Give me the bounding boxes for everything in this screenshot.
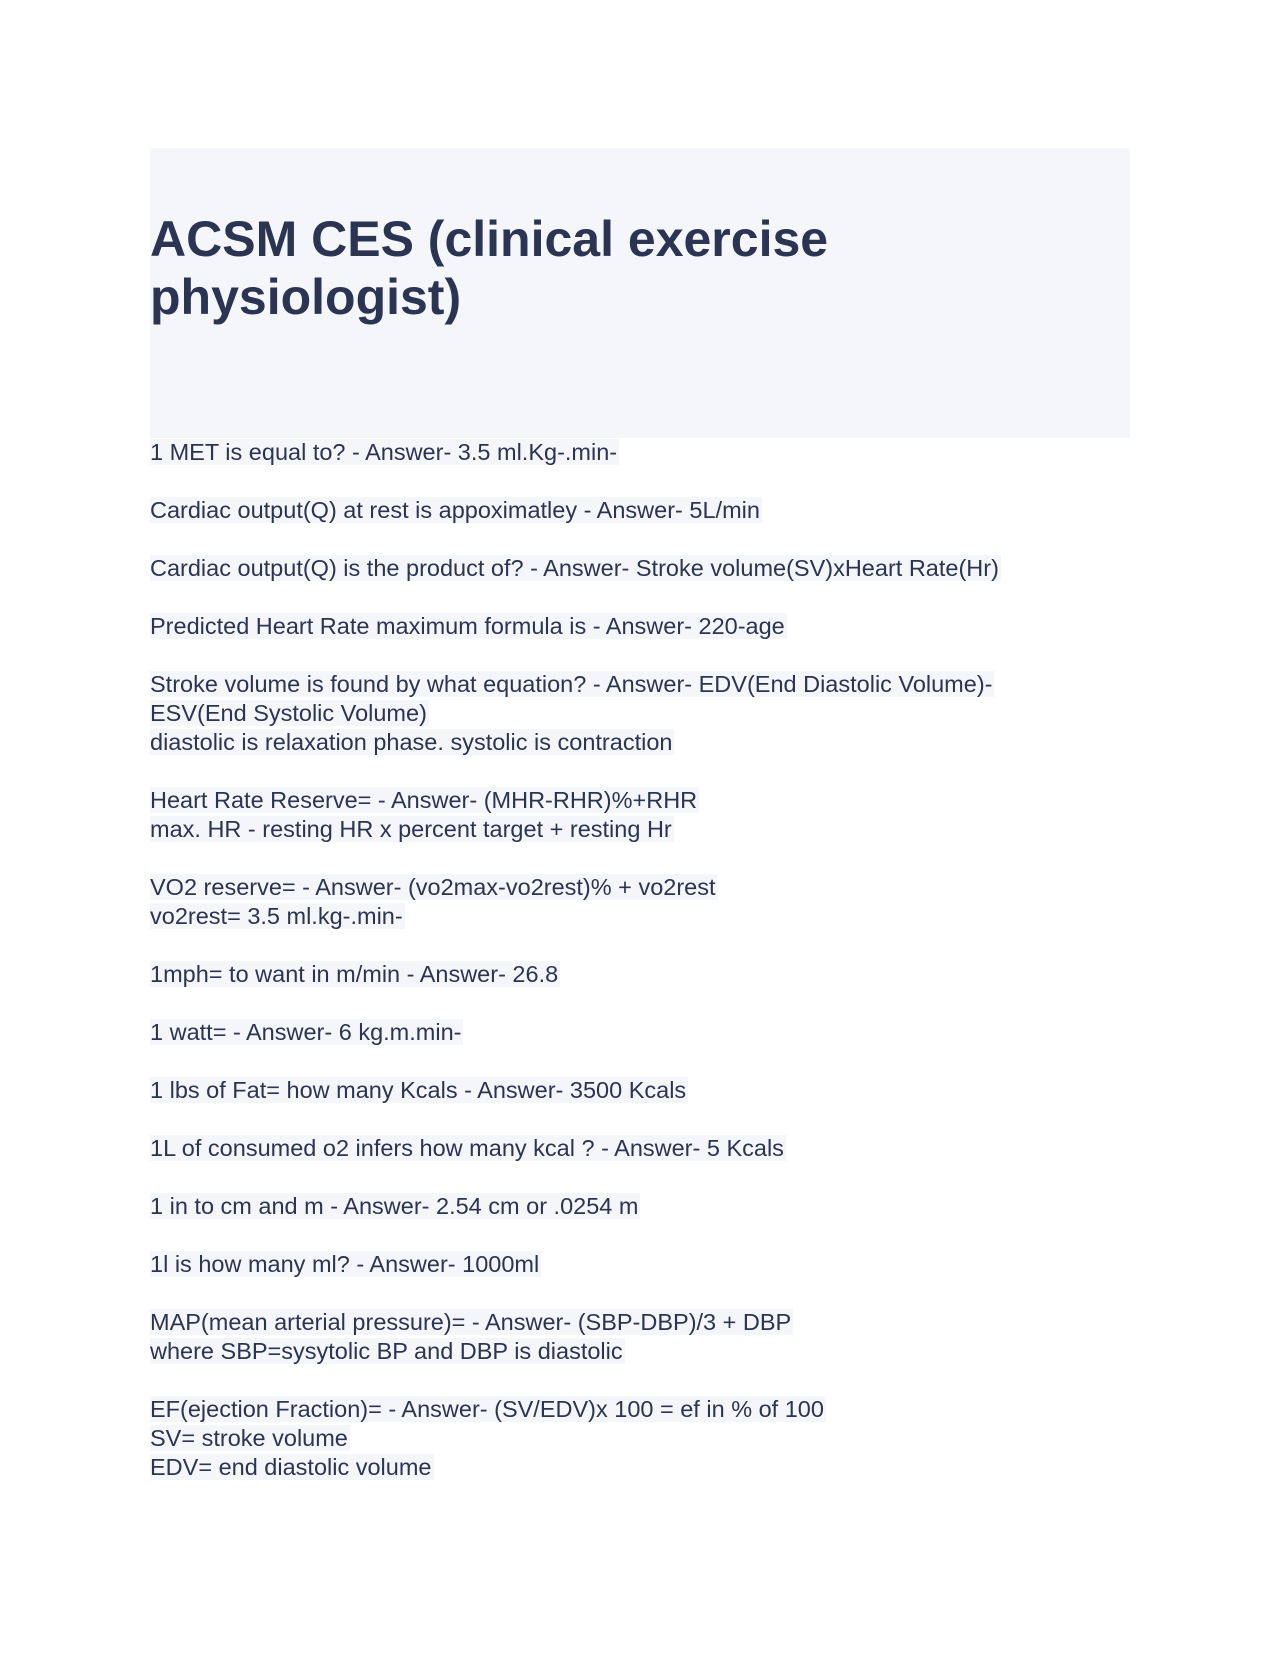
qa-text: 1l is how many ml? - Answer- 1000ml [150,1251,540,1277]
qa-text: EF(ejection Fraction)= - Answer- (SV/EDV)x 100 = ef in % of 100 [150,1396,824,1422]
qa-text: Stroke volume is found by what equation? - Answer- EDV(End Diastolic Volume)- [150,671,993,697]
qa-question-line [150,496,1130,525]
qa-question-line [150,960,1130,989]
qa-note-line [150,1453,1130,1482]
qa-item [150,960,1130,989]
qa-text: 1mph= to want in m/min - Answer- 26.8 [150,961,559,987]
qa-text: 1 watt= - Answer- 6 kg.m.min- [150,1019,462,1045]
qa-question-line [150,612,1130,641]
qa-question-line [150,1395,1130,1424]
qa-text: ESV(End Systolic Volume) [150,700,427,726]
qa-text: 1L of consumed o2 infers how many kcal ? - Answer- 5 Kcals [150,1135,784,1161]
qa-question-line [150,873,1130,902]
qa-text: 1 lbs of Fat= how many Kcals - Answer- 3500 Kcals [150,1077,687,1103]
qa-question-line [150,1076,1130,1105]
qa-text: 1 MET is equal to? - Answer- 3.5 ml.Kg-.min- [150,439,618,465]
qa-note-line [150,1337,1130,1366]
qa-note-line [150,1424,1130,1453]
qa-text: diastolic is relaxation phase. systolic is contraction [150,729,673,755]
qa-question-line [150,1018,1130,1047]
qa-item [150,1308,1130,1366]
qa-question-line [150,1250,1130,1279]
qa-item [150,786,1130,844]
qa-text: MAP(mean arterial pressure)= - Answer- (SBP-DBP)/3 + DBP [150,1309,792,1335]
title-block [150,148,1130,438]
qa-note-line [150,699,1130,728]
qa-item [150,554,1130,583]
document-page [150,148,1130,1511]
qa-text: vo2rest= 3.5 ml.kg-.min- [150,903,403,929]
qa-item [150,1134,1130,1163]
qa-text: where SBP=sysytolic BP and DBP is diastolic [150,1338,623,1364]
qa-question-line [150,786,1130,815]
qa-note-line [150,815,1130,844]
qa-text: SV= stroke volume [150,1425,348,1451]
document-title: ACSM CES (clinical exercise physiologist) [150,211,829,325]
qa-text: VO2 reserve= - Answer- (vo2max-vo2rest)% + vo2rest [150,874,716,900]
qa-question-line [150,670,1130,699]
qa-question-line [150,554,1130,583]
qa-item [150,1250,1130,1279]
qa-item [150,496,1130,525]
qa-item [150,438,1130,467]
qa-item [150,1076,1130,1105]
qa-text: Predicted Heart Rate maximum formula is - Answer- 220-age [150,613,785,639]
qa-text: EDV= end diastolic volume [150,1454,432,1480]
qa-item [150,1018,1130,1047]
qa-item [150,1395,1130,1482]
qa-question-line [150,1192,1130,1221]
qa-question-line [150,1308,1130,1337]
qa-item [150,670,1130,757]
qa-item [150,1192,1130,1221]
qa-text: Cardiac output(Q) is the product of? - Answer- Stroke volume(SV)xHeart Rate(Hr) [150,555,999,581]
qa-text: Heart Rate Reserve= - Answer- (MHR-RHR)%+RHR [150,787,698,813]
qa-text: Cardiac output(Q) at rest is appoximatley - Answer- 5L/min [150,497,760,523]
qa-question-line [150,438,1130,467]
qa-question-line [150,1134,1130,1163]
qa-text: max. HR - resting HR x percent target + resting Hr [150,816,672,842]
qa-list [150,438,1130,1482]
qa-note-line [150,902,1130,931]
qa-item [150,873,1130,931]
qa-item [150,612,1130,641]
qa-text: 1 in to cm and m - Answer- 2.54 cm or .0254 m [150,1193,639,1219]
qa-note-line [150,728,1130,757]
